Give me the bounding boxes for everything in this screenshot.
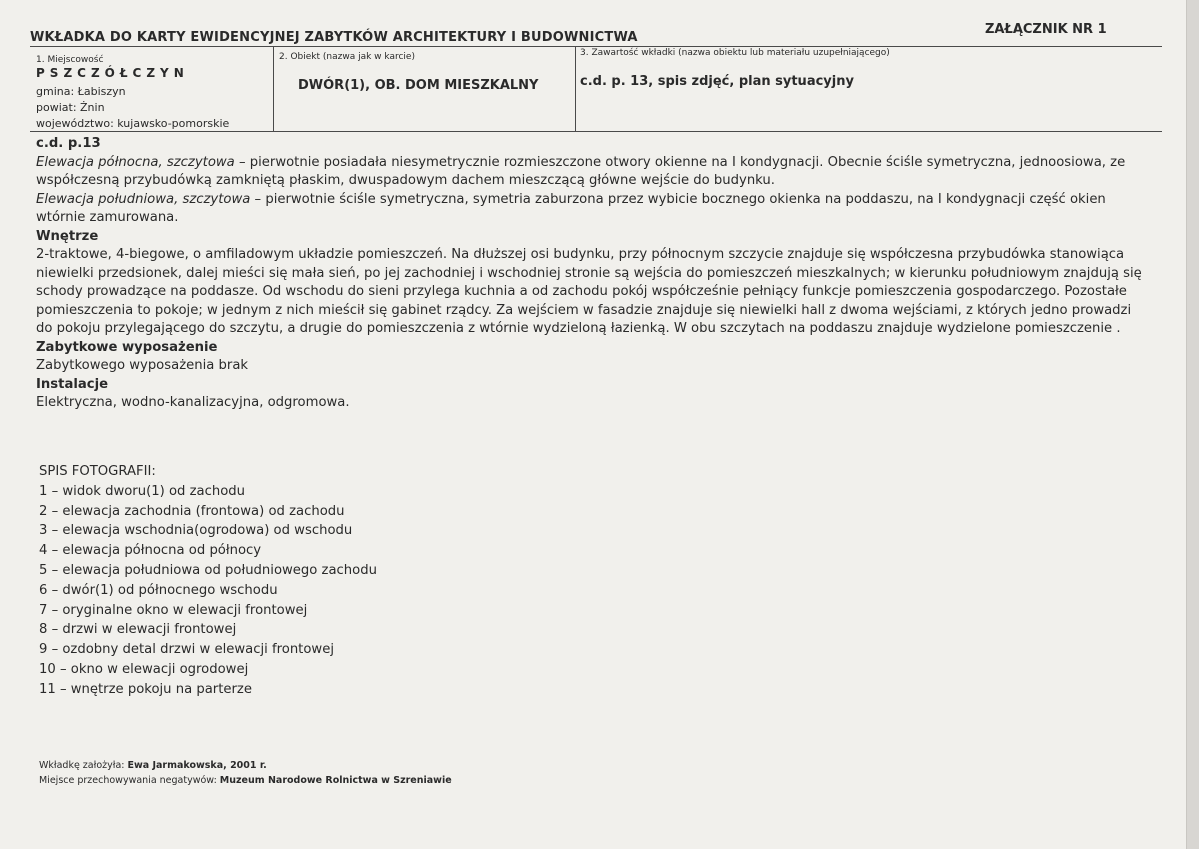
photo-item: 2 – elewacja zachodnia (frontowa) od zachodu — [39, 503, 345, 519]
storage-line — [39, 775, 452, 786]
photo-item: 4 – elewacja północna od północy — [39, 543, 262, 559]
installations-text: Elektryczna, wodno-kanalizacyjna, odgromowa. — [36, 395, 350, 410]
header-divider-1 — [273, 46, 274, 132]
south-elevation-text: – pierwotnie ściśle symetryczna, symetria zaburzona przez wybicie bocznego okienka na poddaszu, na I kondygnacji część okien wtórnie zamurowana. — [36, 191, 1106, 225]
header-top-rule — [30, 46, 1162, 47]
insert-contents: c.d. p. 13, spis zdjęć, plan sytuacyjny — [580, 74, 854, 89]
powiat: powiat: Żnin — [36, 101, 105, 114]
author-value: Ewa Jarmakowska, 2001 r. — [127, 760, 267, 771]
wojewodztwo: województwo: kujawsko-pomorskie — [36, 117, 230, 130]
annex-number: ZAŁĄCZNIK NR 1 — [985, 22, 1107, 37]
box2-label: 2. Obiekt (nazwa jak w karcie) — [279, 52, 415, 62]
south-elevation-paragraph — [36, 191, 1146, 228]
photo-item: 10 – okno w elewacji ogrodowej — [39, 661, 249, 677]
storage-value: Muzeum Narodowe Rolnictwa w Szreniawie — [219, 775, 452, 786]
author-label: Wkładkę założyła: — [39, 760, 128, 771]
description-body — [36, 135, 1146, 413]
south-elevation-label: Elewacja południowa, szczytowa — [36, 191, 251, 207]
furnishing-text: Zabytkowego wyposażenia brak — [36, 358, 249, 373]
photo-item: 5 – elewacja południowa od południowego zachodu — [39, 562, 377, 578]
interior-heading: Wnętrze — [36, 228, 99, 244]
place-name: PSZCZÓŁCZYN — [36, 66, 189, 80]
header-divider-2 — [575, 46, 576, 132]
box1-label: 1. Miejscowość — [36, 55, 104, 65]
cd-heading: c.d. p.13 — [36, 136, 101, 151]
photo-item: 3 – elewacja wschodnia(ogrodowa) od wschodu — [39, 523, 353, 539]
header-bottom-rule — [30, 131, 1162, 132]
photo-item: 9 – ozdobny detal drzwi w elewacji frontowej — [39, 642, 334, 658]
furnishing-heading: Zabytkowe wyposażenie — [36, 339, 218, 355]
north-elevation-paragraph — [36, 154, 1146, 191]
photo-item: 8 – drzwi w elewacji frontowej — [39, 622, 237, 638]
north-elevation-label: Elewacja północna, szczytowa — [36, 154, 235, 170]
photo-list — [39, 462, 377, 700]
photo-item: 1 – widok dworu(1) od zachodu — [39, 483, 246, 499]
photo-item: 7 – oryginalne okno w elewacji frontowej — [39, 602, 308, 618]
author-line — [39, 760, 267, 771]
document-title: WKŁADKA DO KARTY EWIDENCYJNEJ ZABYTKÓW ARCHITEKTURY I BUDOWNICTWA — [30, 30, 638, 45]
north-elevation-text: – pierwotnie posiadała niesymetrycznie rozmieszczone otwory okienne na I kondygnacji. Obecnie ściśle symetryczna, jednoosiowa, ze współczesną przybudówką zamkniętą płaskim, dwuspadowym dachem mieszczącą główne wejście do budynku. — [36, 154, 1126, 188]
gmina: gmina: Łabiszyn — [36, 85, 126, 98]
installations-heading: Instalacje — [36, 376, 109, 392]
object-name: DWÓR(1), OB. DOM MIESZKALNY — [298, 78, 539, 93]
box3-label: 3. Zawartość wkładki (nazwa obiektu lub materiału uzupełniającego) — [580, 48, 890, 58]
storage-label: Miejsce przechowywania negatywów: — [39, 775, 220, 786]
photo-item: 6 – dwór(1) od północnego wschodu — [39, 582, 278, 598]
photo-list-heading: SPIS FOTOGRAFII: — [39, 464, 156, 479]
photo-item: 11 – wnętrze pokoju na parterze — [39, 681, 252, 697]
interior-text: 2-traktowe, 4-biegowe, o amfiladowym układzie pomieszczeń. Na dłuższej osi budynku, przy północnym szczycie znajduje się współczesna przybudówka stanowiąca niewielki przedsionek, dalej mieści się mała sień, po jej zachodniej i wschodniej stronie są wejścia do pomieszczeń mieszkalnych; w kierunku południowym znajdują się schody prowadzące na poddasze. Od wschodu do sieni przylega kuchnia a od zachodu pokój współcześnie pełniący funkcje pomieszczenia gospodarczego. Pozostałe pomieszczenia to pokoje; w jednym z nich mieścił się gabinet rządcy. Za wejściem w fasadzie znajduje się niewielki hall z dwoma wejściami, z których jedno prowadzi do pokoju przylegającego do szczytu, a drugie do pomieszczenia z wtórnie wydzieloną łazienką. W obu szczytach na poddaszu znajduje wydzielone pomieszczenie . — [36, 247, 1142, 336]
